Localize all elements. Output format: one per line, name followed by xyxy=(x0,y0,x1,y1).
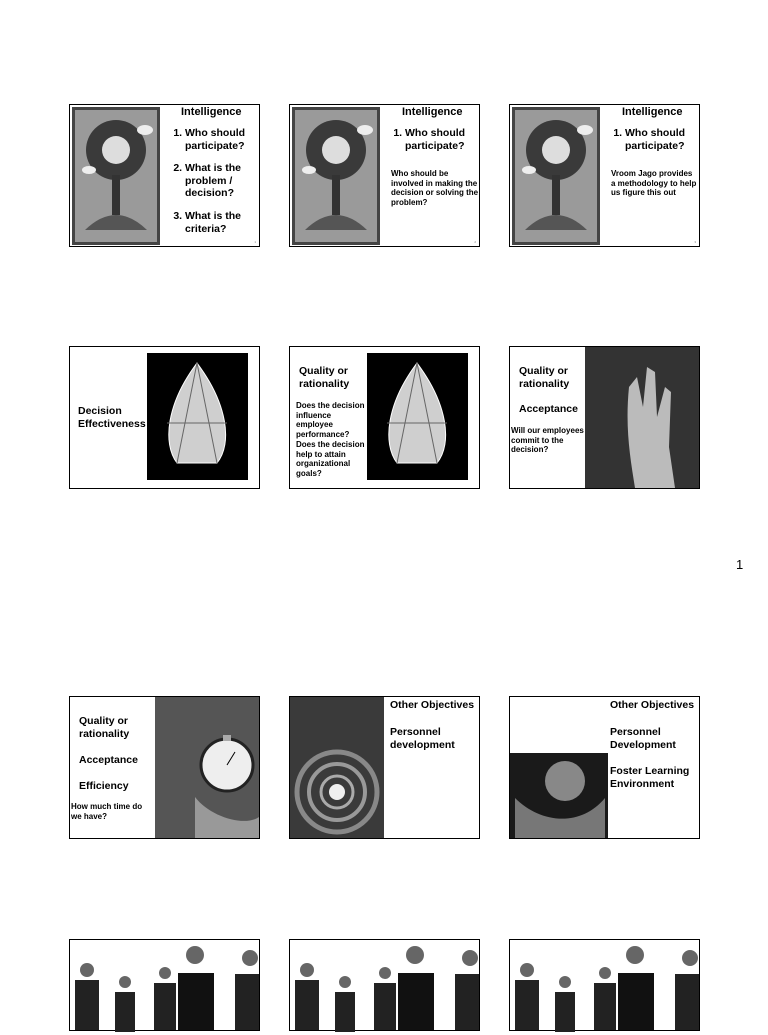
hands-apple-image xyxy=(510,753,608,838)
slide-subtitle: Personnel development xyxy=(390,726,455,751)
slide-body: How much time do we have? xyxy=(71,802,143,821)
slide-subtitle: Foster Learning Environment xyxy=(610,765,690,790)
slide-subtitle: Acceptance xyxy=(79,754,138,766)
slide-list xyxy=(612,127,696,162)
diamond-image xyxy=(367,353,468,480)
slide-9 xyxy=(509,696,700,839)
slide-body: Who should be involved in making the decision or solving the problem? xyxy=(391,169,479,207)
slide-title: Quality or rationality xyxy=(299,365,350,390)
slide-title: Other Objectives xyxy=(390,699,475,711)
tree-tapestry-image xyxy=(292,107,380,245)
slide-subtitle: Acceptance xyxy=(519,403,578,415)
slide-number: 1 xyxy=(254,240,256,244)
slide-body: Does the decision help to attain organizational goals? xyxy=(296,440,365,478)
slide-10 xyxy=(69,939,260,1031)
business-people-image xyxy=(510,940,699,1030)
spiral-staircase-image xyxy=(290,697,384,838)
business-people-image xyxy=(70,940,259,1030)
slide-title: Intelligence xyxy=(181,106,242,118)
slide-2 xyxy=(289,104,480,247)
slide-title: Other Objectives xyxy=(610,699,695,711)
slide-8 xyxy=(289,696,480,839)
slide-11 xyxy=(289,939,480,1031)
diamond-image xyxy=(147,353,248,480)
slide-list xyxy=(172,127,256,245)
slide-body: Vroom Jago provides a methodology to help us figure this out xyxy=(611,169,697,198)
slide-title: Decision Effectiveness xyxy=(78,405,146,430)
business-people-image xyxy=(290,940,479,1030)
slide-list xyxy=(392,127,476,162)
slide-number: 2 xyxy=(474,240,476,244)
slide-number: 3 xyxy=(694,240,696,244)
hand-image xyxy=(585,347,699,488)
slide-12 xyxy=(509,939,700,1031)
list-item: 1. Who should participate? xyxy=(405,127,476,152)
stopwatch-image xyxy=(155,697,259,838)
slide-4 xyxy=(69,346,260,489)
slide-6 xyxy=(509,346,700,489)
slide-3 xyxy=(509,104,700,247)
slide-5 xyxy=(289,346,480,489)
page-number: 1 xyxy=(736,557,744,572)
list-item: 1. Who should participate? xyxy=(625,127,696,152)
slide-body: Does the decision influence employee performance? xyxy=(296,401,365,439)
slide-title: Intelligence xyxy=(622,106,683,118)
slide-7 xyxy=(69,696,260,839)
slide-title: Intelligence xyxy=(402,106,463,118)
list-item: 3. What is the criteria? xyxy=(185,210,256,235)
slide-title: Quality or rationality xyxy=(79,715,130,740)
slide-1 xyxy=(69,104,260,247)
tree-tapestry-image xyxy=(512,107,600,245)
slide-title: Quality or rationality xyxy=(519,365,570,390)
list-item: 1. Who should participate? xyxy=(185,127,256,152)
slide-subtitle: Personnel Development xyxy=(610,726,676,751)
list-item: 2. What is the problem / decision? xyxy=(185,162,256,200)
slide-subtitle: Efficiency xyxy=(79,780,129,792)
slide-body: Will our employees commit to the decision? xyxy=(511,426,584,455)
tree-tapestry-image xyxy=(72,107,160,245)
